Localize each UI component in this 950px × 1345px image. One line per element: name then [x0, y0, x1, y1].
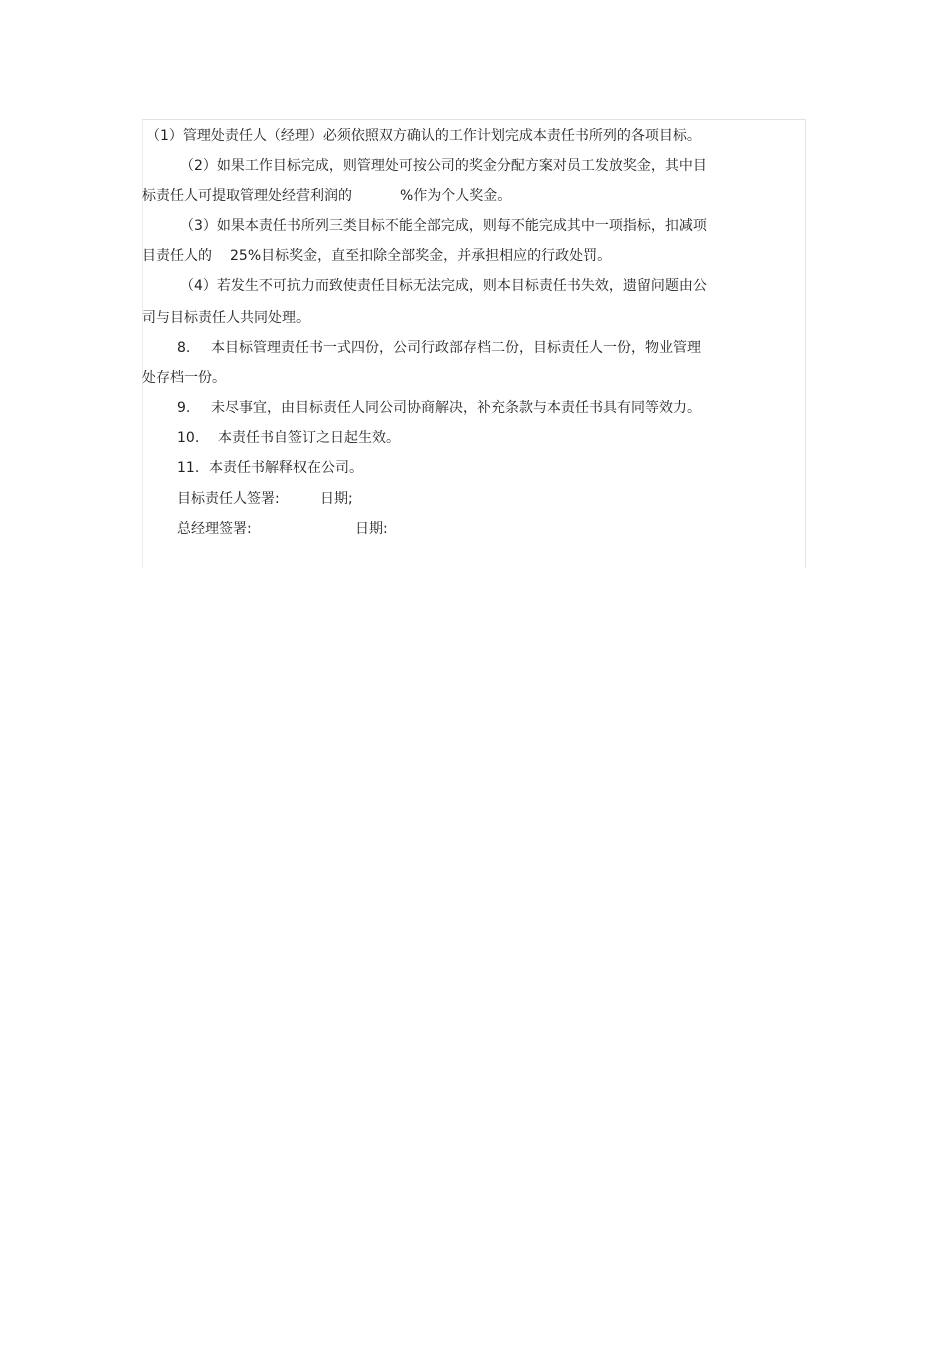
clause-7-2-line-2: 标责任人可提取管理处经营利润的	[142, 188, 352, 204]
target-signer-label: 目标责任人签署:	[177, 491, 280, 507]
clause-7-3-line-2-end: 25%目标奖金，直至扣除全部奖金，并承担相应的行政处罚。	[230, 248, 612, 264]
clause-8-number: 8.	[177, 340, 191, 356]
general-manager-date-label: 日期:	[355, 521, 388, 537]
clause-7-2-line-1: （2）如果工作目标完成，则管理处可按公司的奖金分配方案对员工发放奖金，其中目	[180, 158, 707, 174]
clause-10-text: 本责任书自签订之日起生效。	[218, 430, 400, 446]
clause-7-2-line-2-end: %作为个人奖金。	[400, 188, 512, 204]
clause-9-text: 未尽事宜，由目标责任人同公司协商解决，补充条款与本责任书具有同等效力。	[211, 400, 701, 416]
clause-10-number: 10.	[177, 430, 200, 446]
clause-7-3-line-2: 目责任人的	[142, 248, 212, 264]
clause-11-number: 11.	[177, 460, 200, 476]
clause-7-4-line-2: 司与目标责任人共同处理。	[142, 310, 310, 326]
clause-9-number: 9.	[177, 400, 191, 416]
general-manager-signature-label: 总经理签署:	[177, 521, 252, 537]
clause-8-line-2: 处存档一份。	[142, 370, 226, 386]
clause-11-text: 本责任书解释权在公司。	[209, 460, 363, 476]
clause-7-4-line-1: （4）若发生不可抗力而致使责任目标无法完成，则本目标责任书失效，遗留问题由公	[180, 278, 707, 294]
target-signer-date-label: 日期;	[320, 491, 353, 507]
clause-7-1: （1）管理处责任人（经理）必须依照双方确认的工作计划完成本责任书所列的各项目标。	[146, 128, 701, 144]
clause-7-3-line-1: （3）如果本责任书所列三类目标不能全部完成，则每不能完成其中一项指标，扣减项	[180, 218, 707, 234]
clause-8-line-1: 本目标管理责任书一式四份，公司行政部存档二份，目标责任人一份，物业管理	[211, 340, 701, 356]
